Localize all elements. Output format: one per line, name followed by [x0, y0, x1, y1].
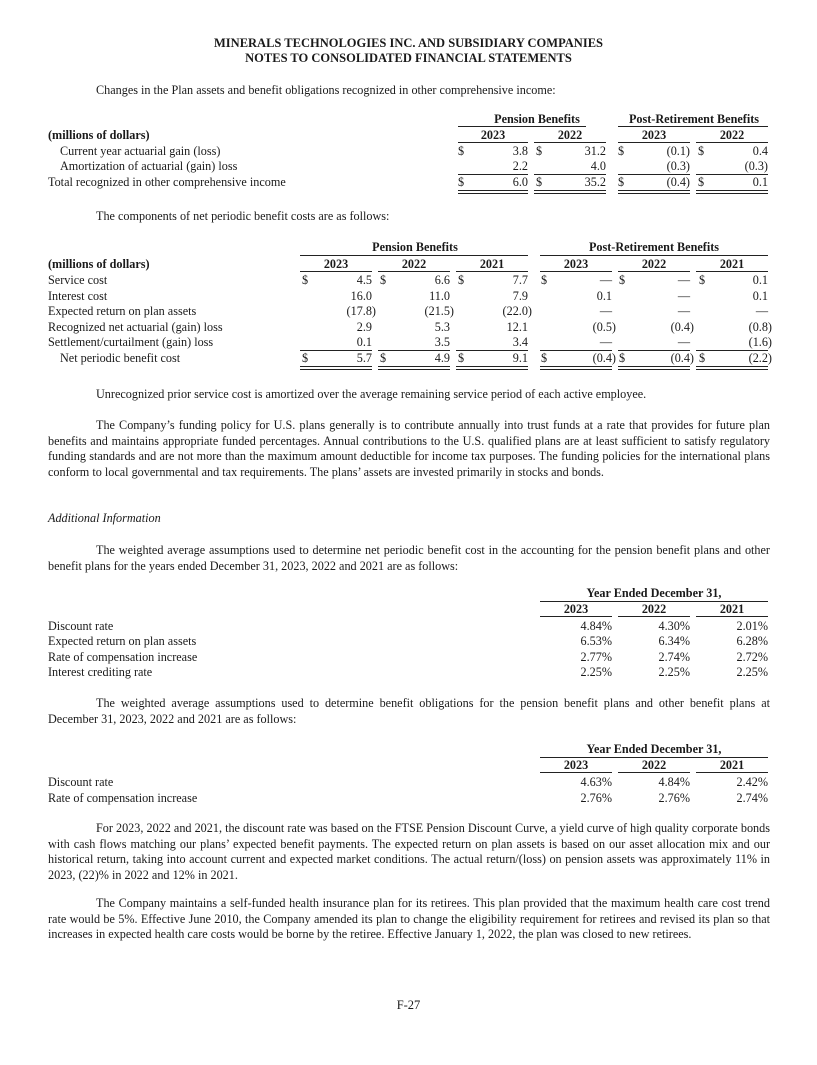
- t1-currency: $: [536, 144, 543, 158]
- t1-group-post: Post-Retirement Benefits: [628, 112, 760, 126]
- t1-row-label: Amortization of actuarial (gain) loss: [60, 159, 238, 173]
- t2-row-label: Net periodic benefit cost: [60, 351, 181, 365]
- t3-year: 2022: [641, 602, 667, 616]
- t4-year: 2023: [563, 758, 589, 772]
- t3-cell: 4.84%: [580, 619, 612, 633]
- t2-cell: 11.0: [429, 289, 450, 303]
- t4-cell: 4.63%: [580, 775, 612, 789]
- t2-currency: $: [458, 351, 465, 365]
- t2-currency: $: [302, 273, 309, 287]
- t2-cell: —: [677, 273, 690, 287]
- t2-group-post: Post-Retirement Benefits: [588, 240, 720, 254]
- t2-currency: $: [619, 273, 626, 287]
- t4-cell: 2.74%: [736, 791, 768, 805]
- t1-cell: 0.4: [752, 144, 768, 158]
- t2-cell: 5.3: [434, 320, 450, 334]
- t2-cell: 0.1: [752, 289, 768, 303]
- t3-cell: 6.34%: [658, 634, 690, 648]
- para-assumptions-obligations: The weighted average assumptions used to determine benefit obligations for the pension benefit plans and other benefit plans at December 31, 2023, 2022 and 2021 are as follows:: [48, 696, 770, 726]
- t2-cell: (1.6): [748, 335, 772, 349]
- t3-cell: 2.74%: [658, 650, 690, 664]
- t2-cell: 3.5: [434, 335, 450, 349]
- intro-components: The components of net periodic benefit costs are as follows:: [96, 209, 390, 223]
- t2-cell: 0.1: [596, 289, 612, 303]
- t2-year: 2021: [479, 257, 505, 271]
- t2-cell: 3.4: [512, 335, 528, 349]
- t2-currency: $: [380, 273, 387, 287]
- t2-cell: 0.1: [356, 335, 372, 349]
- t3-cell: 2.77%: [580, 650, 612, 664]
- t2-cell: 9.1: [512, 351, 528, 365]
- t2-currency: $: [380, 351, 387, 365]
- t2-year: 2021: [719, 257, 745, 271]
- t2-cell: (2.2): [748, 351, 772, 365]
- t3-cell: 6.28%: [736, 634, 768, 648]
- t1-row-label: Total recognized in other comprehensive income: [48, 175, 286, 189]
- t3-group: Year Ended December 31,: [586, 586, 722, 600]
- para-funding-policy: The Company’s funding policy for U.S. plans generally is to contribute annually into trust funds at a rate that provides for future plan benefits and maintains appropriate funded percentages. Annual contributions to the U.S. qualified plans are at least sufficient to satisfy regulatory funding standards and are not more than the maximum amount deductible for income tax purposes. The funding policies for the international plans conform to local governmental and tax requirements. The plans’ assets are invested primarily in stocks and bonds.: [48, 418, 770, 479]
- t2-cell: (21.5): [424, 304, 454, 318]
- t3-cell: 2.25%: [580, 665, 612, 679]
- t3-cell: 2.01%: [736, 619, 768, 633]
- para-prior-service: Unrecognized prior service cost is amortized over the average remaining service period of each active employee.: [96, 387, 647, 401]
- t2-row-label: Settlement/curtailment (gain) loss: [48, 335, 214, 349]
- t1-cell: (0.4): [666, 175, 690, 189]
- t2-cell: (0.4): [670, 351, 694, 365]
- t2-currency: $: [541, 351, 548, 365]
- t1-cell: 6.0: [512, 175, 528, 189]
- t1-cell: (0.3): [666, 159, 690, 173]
- t1-currency: $: [458, 144, 465, 158]
- t2-unit-label: (millions of dollars): [48, 257, 150, 271]
- report-header-company: MINERALS TECHNOLOGIES INC. AND SUBSIDIARY COMPANIES: [214, 36, 603, 50]
- t1-year: 2022: [557, 128, 583, 142]
- t1-currency: $: [618, 144, 625, 158]
- t2-currency: $: [458, 273, 465, 287]
- t3-year: 2023: [563, 602, 589, 616]
- subhead-additional-information: Additional Information: [48, 511, 161, 525]
- t3-row-label: Rate of compensation increase: [48, 650, 198, 664]
- t1-currency: $: [458, 175, 465, 189]
- t1-group-pension: Pension Benefits: [494, 112, 580, 126]
- t1-cell: (0.3): [744, 159, 768, 173]
- t1-year: 2022: [719, 128, 745, 142]
- t2-group-pension: Pension Benefits: [372, 240, 458, 254]
- t2-cell: (17.8): [346, 304, 376, 318]
- t2-row-label: Recognized net actuarial (gain) loss: [48, 320, 223, 334]
- t1-cell: 35.2: [584, 175, 606, 189]
- t3-row-label: Interest crediting rate: [48, 665, 153, 679]
- t1-unit-label: (millions of dollars): [48, 128, 150, 142]
- t1-cell: (0.1): [666, 144, 690, 158]
- t1-currency: $: [618, 175, 625, 189]
- t2-cell: —: [599, 335, 612, 349]
- t1-row-label: Current year actuarial gain (loss): [60, 144, 221, 158]
- t1-currency: $: [698, 144, 705, 158]
- t2-cell: —: [599, 273, 612, 287]
- t2-cell: (0.5): [592, 320, 616, 334]
- t2-cell: —: [755, 304, 768, 318]
- t2-cell: (0.8): [748, 320, 772, 334]
- t2-cell: 6.6: [434, 273, 450, 287]
- t2-cell: 0.1: [752, 273, 768, 287]
- t4-year: 2021: [719, 758, 745, 772]
- t3-cell: 2.25%: [736, 665, 768, 679]
- t2-currency: $: [302, 351, 309, 365]
- t4-year: 2022: [641, 758, 667, 772]
- t2-cell: —: [599, 304, 612, 318]
- t2-row-label: Expected return on plan assets: [48, 304, 197, 318]
- t4-row-label: Discount rate: [48, 775, 114, 789]
- t4-cell: 2.76%: [580, 791, 612, 805]
- t2-cell: 12.1: [506, 320, 528, 334]
- t2-cell: —: [677, 289, 690, 303]
- t2-cell: 7.7: [512, 273, 528, 287]
- para-health-insurance: The Company maintains a self-funded health insurance plan for its retirees. This plan provided that the maximum health care cost trend rate would be 5%. Effective June 2010, the Company amended its plan to change the eligibility requirement for retirees and revised its plan so that increases in expected health care costs would be borne by the retiree. Effective January 1, 2022, the plan was closed to new retirees.: [48, 896, 770, 941]
- t3-row-label: Expected return on plan assets: [48, 634, 197, 648]
- t2-cell: 16.0: [350, 289, 372, 303]
- t1-currency: $: [698, 175, 705, 189]
- t2-cell: 4.5: [356, 273, 372, 287]
- t2-year: 2022: [641, 257, 667, 271]
- t2-row-label: Interest cost: [48, 289, 108, 303]
- t2-currency: $: [541, 273, 548, 287]
- t2-year: 2023: [323, 257, 349, 271]
- t1-cell: 0.1: [752, 175, 768, 189]
- t2-currency: $: [699, 351, 706, 365]
- t2-currency: $: [619, 351, 626, 365]
- t3-year: 2021: [719, 602, 745, 616]
- t2-row-label: Service cost: [48, 273, 108, 287]
- t1-cell: 2.2: [512, 159, 528, 173]
- t3-cell: 2.72%: [736, 650, 768, 664]
- t4-cell: 4.84%: [658, 775, 690, 789]
- t1-cell: 3.8: [512, 144, 528, 158]
- t4-row-label: Rate of compensation increase: [48, 791, 198, 805]
- t2-cell: 7.9: [512, 289, 528, 303]
- t2-cell: 5.7: [356, 351, 372, 365]
- t2-currency: $: [699, 273, 706, 287]
- t1-year: 2023: [480, 128, 506, 142]
- page-number: F-27: [396, 998, 421, 1012]
- intro-oci: Changes in the Plan assets and benefit obligations recognized in other comprehensive income:: [96, 83, 556, 97]
- t2-cell: (22.0): [502, 304, 532, 318]
- t2-cell: —: [677, 335, 690, 349]
- t1-cell: 4.0: [590, 159, 606, 173]
- t1-year: 2023: [641, 128, 667, 142]
- t2-year: 2022: [401, 257, 427, 271]
- t4-cell: 2.42%: [736, 775, 768, 789]
- t2-year: 2023: [563, 257, 589, 271]
- t2-cell: —: [677, 304, 690, 318]
- t1-cell: 31.2: [584, 144, 606, 158]
- report-header-notes: NOTES TO CONSOLIDATED FINANCIAL STATEMENTS: [245, 51, 572, 65]
- t2-cell: 4.9: [434, 351, 450, 365]
- para-discount-rate-basis: For 2023, 2022 and 2021, the discount rate was based on the FTSE Pension Discount Curve, a yield curve of high quality corporate bonds with cash flows matching our plans’ expected benefit payments. The expected return on plan assets is based on our asset allocation mix and our historical return, taking into account current and expected market conditions. The actual return/(loss) on pension assets was approximately 11% in 2023, (22)% in 2022 and 12% in 2021.: [48, 821, 770, 882]
- t3-row-label: Discount rate: [48, 619, 114, 633]
- t1-currency: $: [536, 175, 543, 189]
- t2-cell: 2.9: [356, 320, 372, 334]
- para-assumptions-cost: The weighted average assumptions used to determine net periodic benefit cost in the accounting for the pension benefit plans and other benefit plans for the years ended December 31, 2023, 2022 and 2021 are as follows:: [48, 543, 770, 573]
- t3-cell: 2.25%: [658, 665, 690, 679]
- t3-cell: 6.53%: [580, 634, 612, 648]
- t2-cell: (0.4): [592, 351, 616, 365]
- t3-cell: 4.30%: [658, 619, 690, 633]
- t4-group: Year Ended December 31,: [586, 742, 722, 756]
- t2-cell: (0.4): [670, 320, 694, 334]
- t4-cell: 2.76%: [658, 791, 690, 805]
